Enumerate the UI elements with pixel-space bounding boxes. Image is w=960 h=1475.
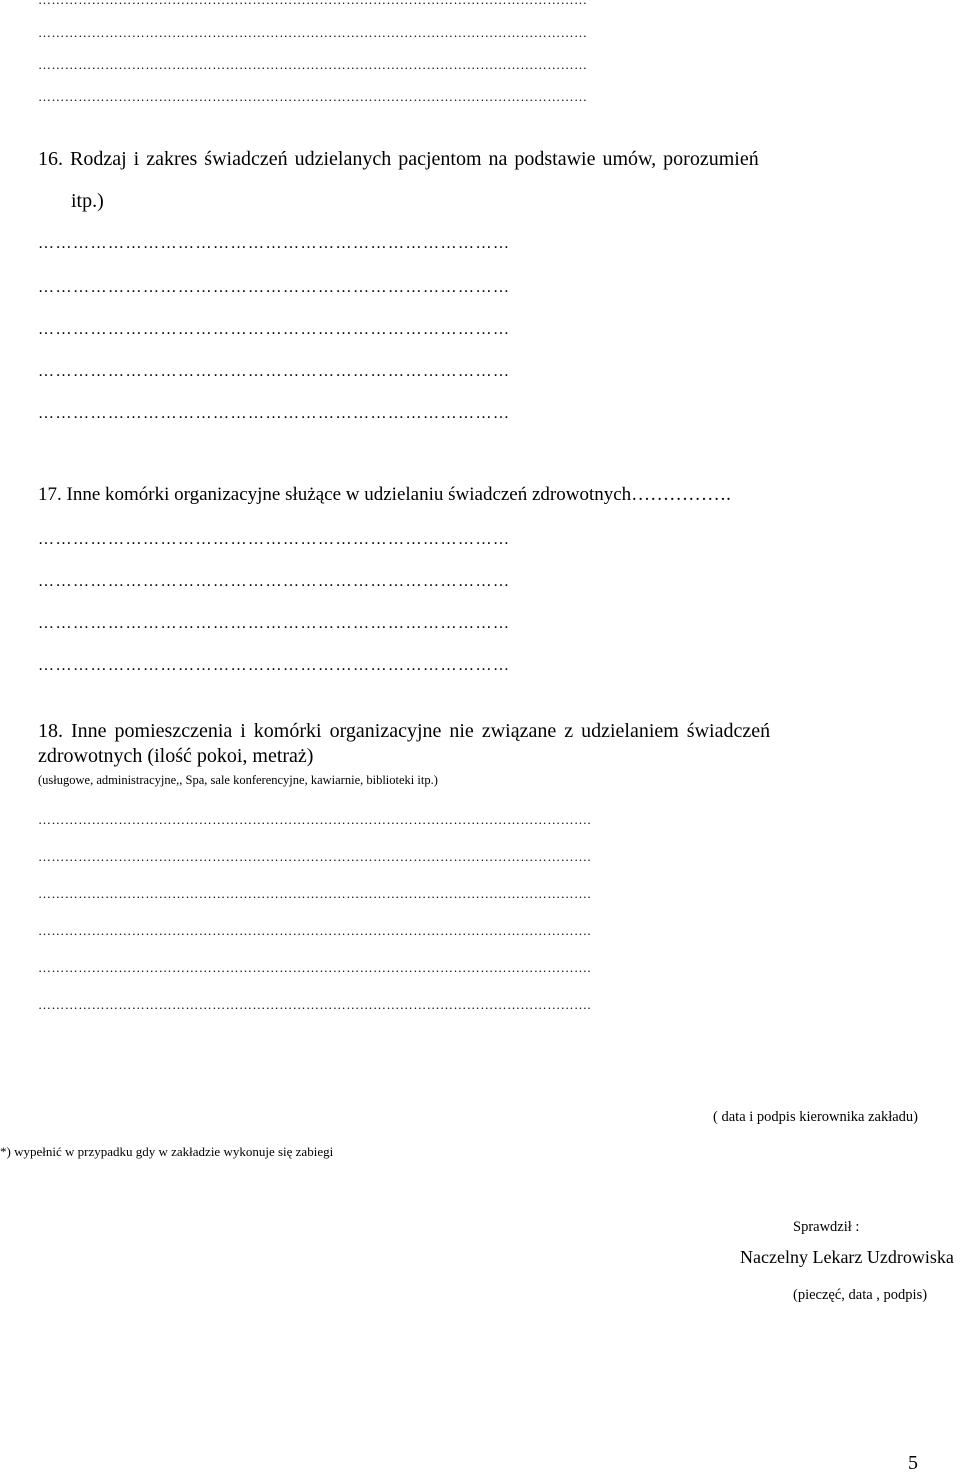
section-18-heading: 18. Inne pomieszczenia i komórki organizacyjne nie związane z udzielaniem świadczeń: [38, 720, 771, 742]
dotted-line: ……………………………………………………………………………………………………………: [38, 57, 588, 72]
dotted-line: ………………………………………………………………………: [38, 321, 511, 338]
dotted-line: …………………………………………………………………………………………………………….: [38, 886, 592, 901]
verification-title: Naczelny Lekarz Uzdrowiska: [740, 1247, 954, 1267]
dotted-line: ………………………………………………………………………: [38, 363, 511, 380]
footnote: *) wypełnić w przypadku gdy w zakładzie wykonuje się zabiegi: [0, 1144, 334, 1159]
dotted-line: ………………………………………………………………………: [38, 657, 511, 674]
signature-caption: ( data i podpis kierownika zakładu): [713, 1109, 918, 1125]
section-18-heading-cont: zdrowotnych (ilość pokoi, metraż): [38, 745, 314, 767]
page-number: 5: [908, 1452, 918, 1474]
section-17-heading: 17. Inne komórki organizacyjne służące w udzielaniu świadczeń zdrowotnych…………….: [38, 484, 731, 505]
dotted-line: …………………………………………………………………………………………………………….: [38, 849, 592, 864]
dotted-line: ………………………………………………………………………: [38, 279, 511, 296]
section-16-heading: 16. Rodzaj i zakres świadczeń udzielanych pacjentom na podstawie umów, porozumień: [38, 148, 759, 170]
verification-label: Sprawdził :: [793, 1219, 860, 1235]
dotted-line: …………………………………………………………………………………………………………….: [38, 812, 592, 827]
dotted-line: ………………………………………………………………………: [38, 573, 511, 590]
dotted-line: [38, 0, 587, 8]
dotted-line: …………………………………………………………………………………………………………….: [38, 997, 592, 1012]
verification-caption: (pieczęć, data , podpis): [793, 1287, 928, 1303]
dotted-line: …………………………………………………………………………………………………………….: [38, 923, 592, 938]
dotted-line: ………………………………………………………………………: [38, 531, 511, 548]
section-16-heading-cont: itp.): [71, 190, 104, 212]
dotted-line: …………………………………………………………………………………………………………….: [38, 960, 592, 975]
dotted-line: ………………………………………………………………………: [38, 235, 511, 252]
dotted-line: ………………………………………………………………………: [38, 615, 511, 632]
dotted-line: ……………………………………………………………………………………………………………: [38, 89, 588, 104]
section-18-note: (usługowe, administracyjne,, Spa, sale konferencyjne, kawiarnie, biblioteki itp.): [38, 773, 438, 787]
dotted-line: ……………………………………………………………………………………………………………: [38, 25, 588, 40]
dotted-line: ………………………………………………………………………: [38, 405, 511, 422]
